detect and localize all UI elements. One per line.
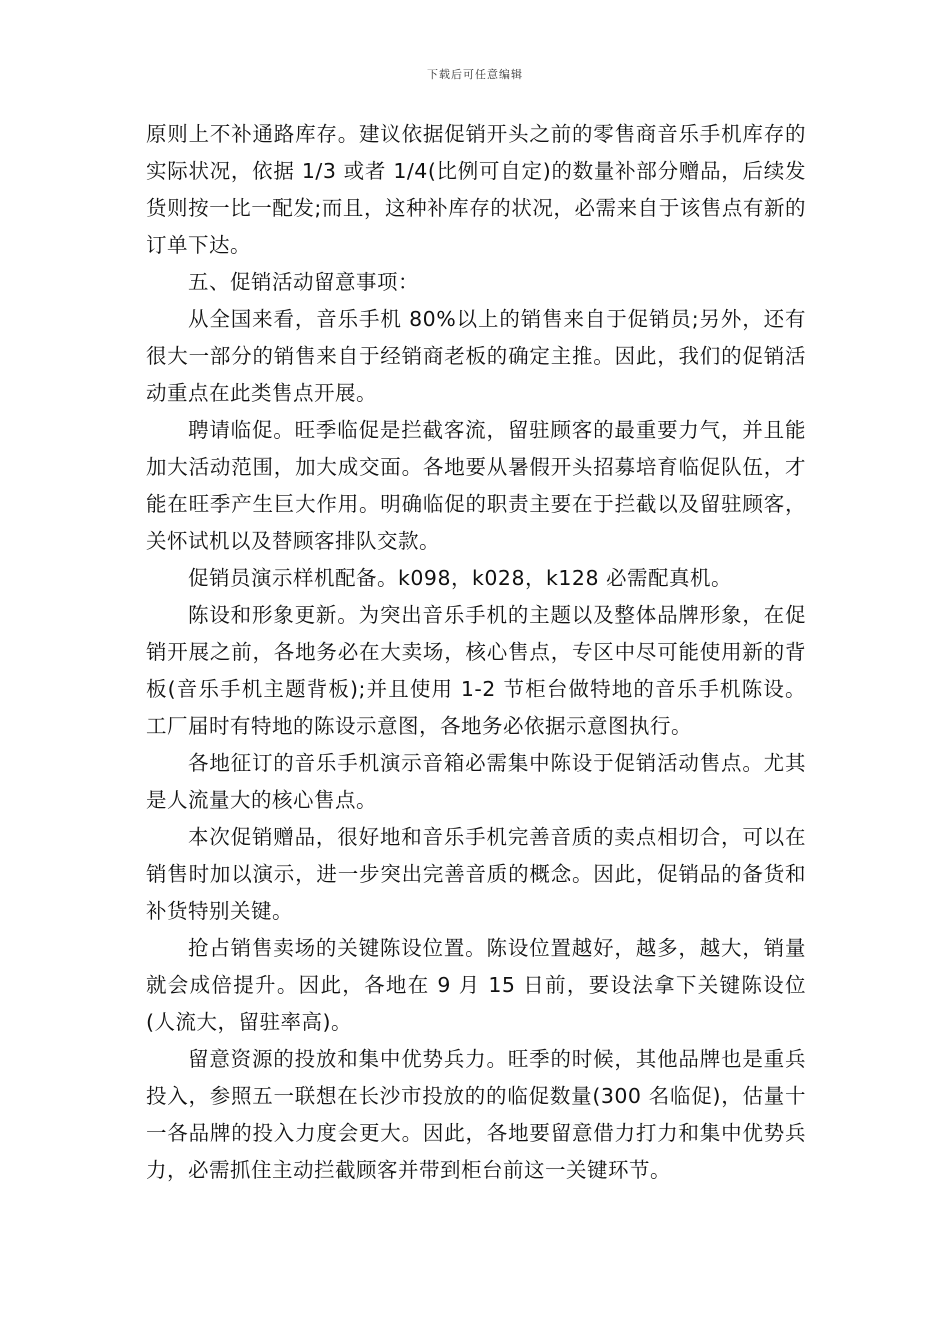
document-body — [146, 116, 806, 1189]
paragraph-resources: 留意资源的投放和集中优势兵力。旺季的时候，其他品牌也是重兵投入，参照五一联想在长沙市投放的的临促数量(300 名临促)，估量十一各品牌的投入力度会更大。因此，各地要留意借力打力和集中优势兵力，必需抓住主动拦截顾客并带到柜台前这一关键环节。 — [146, 1047, 806, 1182]
paragraph-inventory: 原则上不补通路库存。建议依据促销开头之前的零售商音乐手机库存的实际状况，依据 1/3 或者 1/4(比例可自定)的数量补部分赠品，后续发货则按一比一配发;而且，这种补库存的状况，必需来自于该售点有新的订单下达。 — [146, 122, 806, 257]
page-header: 下载后可任意编辑 — [427, 68, 523, 81]
paragraph-sales-source: 从全国来看，音乐手机 80%以上的销售来自于促销员;另外，还有很大一部分的销售来自于经销商老板的确定主推。因此，我们的促销活动重点在此类售点开展。 — [146, 307, 806, 405]
section-heading: 五、促销活动留意事项： — [188, 270, 419, 294]
paragraph-demo-devices: 促销员演示样机配备。k098，k028，k128 必需配真机。 — [188, 566, 733, 590]
paragraph-demo-speakers: 各地征订的音乐手机演示音箱必需集中陈设于促销活动售点。尤其是人流量大的核心售点。 — [146, 751, 806, 812]
paragraph-display-update: 陈设和形象更新。为突出音乐手机的主题以及整体品牌形象，在促销开展之前，各地务必在大卖场，核心售点，专区中尽可能使用新的背板(音乐手机主题背板);并且使用 1-2 节柜台做特地的音乐手机陈设。工厂届时有特地的陈设示意图，各地务必依据示意图执行。 — [146, 603, 806, 738]
paragraph-temp-promoters: 聘请临促。旺季临促是拦截客流，留驻顾客的最重要力气，并且能加大活动范围，加大成交面。各地要从暑假开头招募培育临促队伍，才能在旺季产生巨大作用。明确临促的职责主要在于拦截以及留驻顾客，关怀试机以及替顾客排队交款。 — [146, 418, 806, 553]
paragraph-display-position: 抢占销售卖场的关键陈设位置。陈设位置越好，越多，越大，销量就会成倍提升。因此，各地在 9 月 15 日前，要设法拿下关键陈设位(人流大，留驻率高)。 — [146, 936, 806, 1034]
paragraph-gifts: 本次促销赠品，很好地和音乐手机完善音质的卖点相切合，可以在销售时加以演示，进一步突出完善音质的概念。因此，促销品的备货和补货特别关键。 — [146, 825, 806, 923]
